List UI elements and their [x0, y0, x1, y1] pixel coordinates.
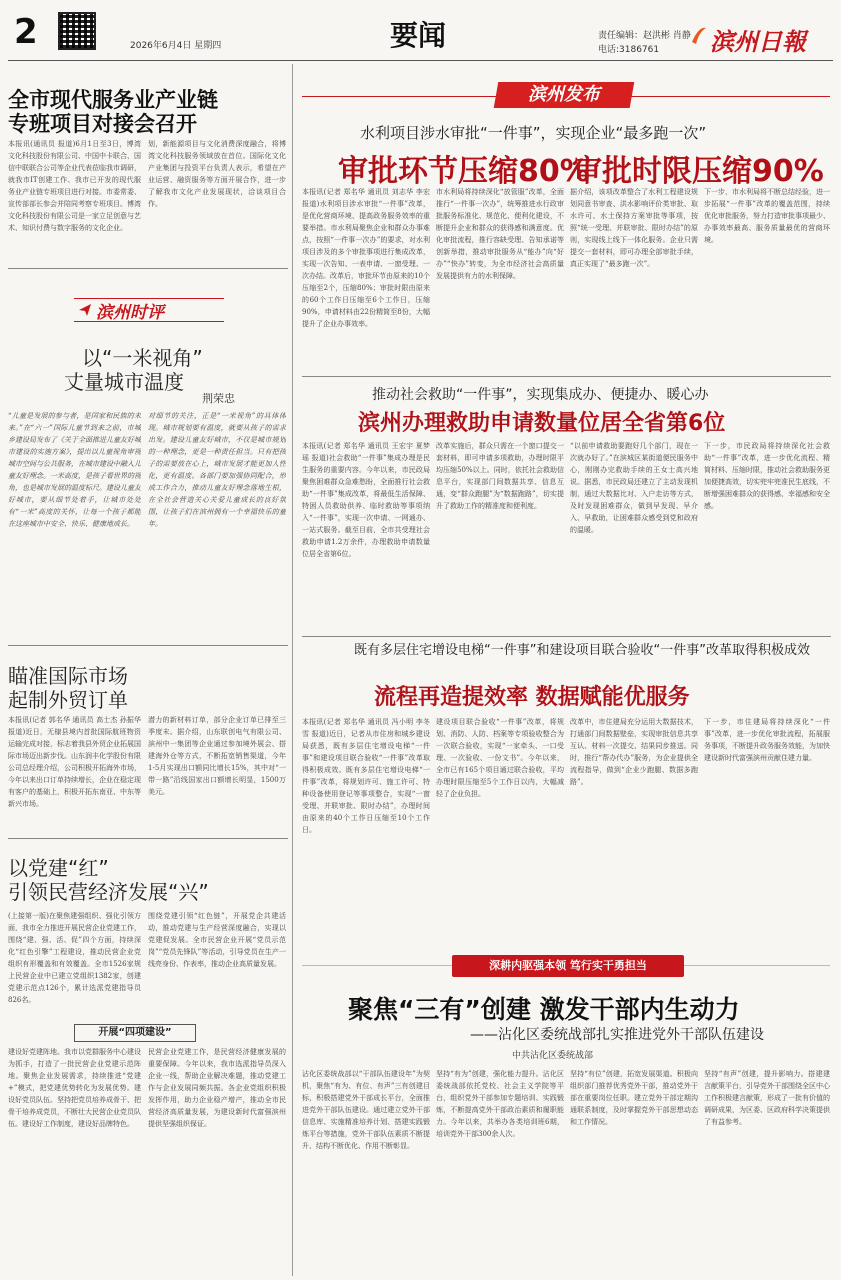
article-body: 市水利局将持续深化“放管服”改革，全面推行“一件事一次办”，统筹推进水行政审批服务标准化、规范化、便利化建设，不断提升企业和群众的获得感和满意度。优化审批流程，推行容缺受理、告知承诺等创新举措，推动审批服务从“能办”向“好办”“快办”转变，为全市经济社会高质量发展提供有力的水利保障。 — [436, 188, 564, 280]
article-title: 以党建“红” — [8, 856, 109, 880]
article-body: 本报讯(记者 郭名华 通讯员 高士杰 孙振华 报道)近日，无棣县境内首批国际航班物资运输完成对接，标志着我县外贸企业拓展国际市场迈出新步伐。山东润丰化学股份有限公司总经理介绍，公司积极开拓海外市场，今年以来出口订单持续增长，企业在稳定现有客户的基础上，积极开拓东南亚、中东等新兴市场。 — [8, 716, 141, 808]
article-body: 改革实施后，群众只需在一个窗口提交一套材料，即可申请多项救助，办理时限平均压缩50%以上。同时，依托社会救助信息平台，实现部门间数据共享、信息互通，变“群众跑腿”为“数据跑路”，切实提升了救助工作的精准度和便利度。 — [436, 442, 564, 510]
phone-line: 电话:3186761 — [598, 45, 660, 55]
commentary-label: 滨州时评 — [96, 303, 164, 323]
qr-code — [58, 12, 96, 50]
masthead-rule — [8, 60, 833, 61]
section-rule — [8, 645, 288, 646]
article-body: 下一步，市民政局将持续深化社会救助“一件事”改革，进一步优化流程、精简材料、压缩时限，推动社会救助服务更加便捷高效，切实兜牢兜准民生底线，不断增强困难群众的获得感、幸福感和安全感。 — [704, 442, 830, 510]
article-body: 民营企业党建工作，是民营经济健康发展的重要保障。今年以来，我市选派指导员深入企业一线，帮助企业解决难题，推动党建工作与企业发展同频共振。各企业党组织积极发挥作用，助力企业稳产增产，推动全市民营经济高质量发展，为建设新时代富强滨州提供坚强组织保证。 — [148, 1048, 286, 1128]
section-rule — [302, 636, 831, 637]
commentary-author: 荆荣忠 — [202, 392, 235, 405]
sub-heading-box: 开展“四项建设” — [74, 1024, 196, 1042]
commentary-title: 丈量城市温度 — [64, 370, 184, 394]
article-title: 引领民营经济发展“兴” — [8, 880, 209, 904]
ribbon-title: 深耕内驱强本领 笃行实干勇担当 — [489, 959, 647, 972]
section-rule — [302, 376, 831, 377]
commentary-body: 对细节的关注，正是“一米视角”的具体体现。城市规划要有温度，就要从孩子的需求出发。建设儿童友好城市，不仅是城市规划的一种理念，更是一种责任担当。只有把孩子的需要放在心上，城市发展才能更加人性化，更有温度。各部门要加强协同配合，形成工作合力，推动儿童友好理念落地生根，在全社会营造关心关爱儿童成长的良好氛围，让孩子们在滨州拥有一个幸福快乐的童年。 — [148, 412, 286, 528]
section-title: 要闻 — [390, 19, 447, 52]
section-rule — [8, 268, 288, 269]
article-body: 坚持“有声”创建，提升影响力。搭建建言献策平台，引导党外干部围绕全区中心工作积极建言献策，形成了一批有价值的调研成果，为区委、区政府科学决策提供了有益参考。 — [704, 1070, 830, 1126]
headline: 滨州办理救助申请数量位居全省第6位 — [358, 411, 726, 436]
article-body: 建设项目联合验收“一件事”改革，将规划、消防、人防、档案等专项验收整合为一次联合验收，实现“一家牵头、一口受理、一次验收、一份文书”。今年以来，全市已有165个项目通过联合验收，平均办理时限压缩至5个工作日以内，大幅减轻了企业负担。 — [436, 718, 564, 798]
article-kicker: 既有多层住宅增设电梯“一件事”和建设项目联合验收“一件事”改革取得积极成效 — [354, 643, 810, 658]
column-divider — [292, 64, 293, 1276]
headline: 审批环节压缩80% — [338, 154, 590, 189]
article-body: (上接第一版)在聚焦建强组织、强化引领方面，我市全力推进开展民营企业党建工作，围绕“建、强、活、促”四个方面，持续深化“红色引擎”工程建设，推动民营企业党组织有形覆盖和有效覆盖。全市1526家规上民营企业中已建立党组织1382家，创建党建示范点126个，累计选派党建指导员826名。 — [8, 912, 141, 1004]
section-rule — [8, 838, 288, 839]
article-body: 本报讯(记者 郑名华 通讯员 王宏宇 夏梦瑶 报道)社会救助“一件事”集成办理是民生服务的重要内容。今年以来，市民政局聚焦困难群众急难愁盼，全面推行社会救助“一件事”集成改革，将最低生活保障、特困人员救助供养、临时救助等事项纳入“一件事”，实现一次申请、一网通办、一站式服务。截至目前，全市共受理社会救助申请1.2万余件，办理救助申请数量位居全省第6位。 — [302, 442, 430, 558]
article-title: 全市现代服务业产业链 — [8, 88, 218, 112]
article-body: “以前申请救助要跑好几个部门，现在一次就办好了。”在滨城区某街道便民服务中心，刚刚办完救助手续的王女士高兴地说。据悉，市民政局还建立了主动发现机制，通过大数据比对、入户走访等方式，及时发现困难群众，做到早发现、早介入、早救助，让困难群众感受到党和政府的温暖。 — [570, 442, 698, 534]
article-body: 划，新能源项目与文化消费深度融合，将博湾文化科技服务领域放在首位。国际化文化产业集团与投资平台负责人表示，希望在产业运营、融资服务等方面开展合作，进一步了解我市文化产业发展现状，洽谈项目合作。 — [148, 140, 286, 208]
commentary-title: 以“一米视角” — [82, 346, 203, 370]
article-body: 坚持“有位”创建，拓宽发展渠道。积极向组织部门推荐优秀党外干部，推动党外干部在重要岗位任职。建立党外干部定期沟通联系制度，及时掌握党外干部思想动态和工作情况。 — [570, 1070, 698, 1126]
headline: 流程再造提效率 数据赋能优服务 — [374, 685, 690, 710]
article-body: 本报讯(通讯员 报道)6月1日至3日，博湾文化科技股份有限公司、中国中卡联合、国信中联联合公司等企业代表莅临我市调研，就我市IT创建工作、我市已开发的现代服务业产业链专班项目进行对接。市委常委、宣传部部长参会并陪同考察专班项目。博湾文化科技股份有限公司是一家立足创意与艺术、知识付费与数字服务的文化企业。 — [8, 140, 141, 232]
article-body: 本报讯(记者 郑名华 通讯员 冯小明 李冬雪 报道)近日，记者从市住房和城乡建设局获悉，既有多层住宅增设电梯“一件事”和建设项目联合验收“一件事”改革取得积极成效。既有多层住宅增设电梯“一件事”改革，将规划许可、施工许可、特种设备使用登记等事项整合，实现“一窗受理、并联审批、限时办结”，办理时间由原来的40个工作日压缩至10个工作日。 — [302, 718, 430, 834]
sub-headline: ——沾化区委统战部扎实推进党外干部队伍建设 — [470, 1027, 764, 1043]
banner-title: 滨州发布 — [528, 84, 600, 105]
article-title: 起制外贸订单 — [8, 688, 128, 712]
article-body: 建设好党建阵地。我市以党群服务中心建设为抓手，打造了一批民营企业党建示范阵地。聚焦企业发展需求，持续推进“党建+”模式，把党建优势转化为发展优势。建设好党员队伍。坚持把党员培养成骨干、把骨干培养成党员，不断壮大民营企业党员队伍。建设好工作制度，建设好品牌特色。 — [8, 1048, 141, 1128]
logo-swoosh-icon — [690, 24, 708, 46]
article-body: 本报讯(记者 郑名华 通讯员 刘志华 李宏 报道)水利项目涉水审批“一件事”改革，是优化营商环境、提高政务服务效率的重要举措。市水利局聚焦企业和群众办事难点，按照“一件事一次办”的要求，对水利项目涉及的多个审批事项进行集成改革，实现一次告知、一表申请、一窗受理、一次办结。改革后，审批环节由原来的10个压缩至2个，压缩80%；审批时限由原来的60个工作日压缩至6个工作日，压缩90%，申请材料由22份精简至8份，大幅提升了企业办事效率。 — [302, 188, 430, 328]
article-body: 围绕党建引领“红色链”，开展党企共建活动，推动党建与生产经营深度融合，实现以党建促发展。全市民营企业开展“党员示范岗”“党员先锋队”等活动，引导党员在生产一线亮身份、作表率，推动企业高质量发展。 — [148, 912, 286, 968]
article-body: 改革中，市住建局充分运用大数据技术，打通部门间数据壁垒，实现审批信息共享互认、材料一次提交、结果同步推送。同时，推行“帮办代办”服务，为企业提供全流程指导，做到“企业少跑腿、数据多跑路”。 — [570, 718, 698, 786]
editor-line: 责任编辑：赵洪彬 肖静 — [598, 31, 691, 41]
page-number: 2 — [14, 12, 38, 52]
commentary-body: “儿童是发展的参与者，是国家和民族的未来。”在“六一”国际儿童节到来之前，市城乡建设局发布了《关于全面推进儿童友好城市建设的实施方案》，提出以儿童视角审视城市空间与公共服务，在城市建设中融入儿童友好理念。一米高度，是孩子看世界的视角，也是城市发展的温度标尺。建设儿童友好城市，要从细节处着手，让城市处处有“一米”高度的关怀，让每一个孩子都能在这座城市中安全、快乐、健康地成长。 — [8, 412, 141, 528]
article-body: 下一步，市住建局将持续深化“一件事”改革，进一步优化审批流程，拓展服务事项，不断提升政务服务效能，为加快建设新时代富强滨州贡献住建力量。 — [704, 718, 830, 762]
paper-plane-icon — [78, 302, 92, 321]
article-body: 沾化区委统战部以“干部队伍建设年”为契机，聚焦“有为、有位、有声”三有创建目标，积极搭建党外干部成长平台，全面推进党外干部队伍建设。通过建立党外干部信息库、实施精准培养计划、搭建实践锻炼平台等措施，党外干部队伍素质不断提升、结构不断优化、作用不断彰显。 — [302, 1070, 430, 1150]
headline: 聚焦“三有”创建 激发干部内生动力 — [348, 995, 740, 1024]
article-body: 坚持“有为”创建，强化能力提升。沾化区委统战部依托党校、社会主义学院等平台，组织党外干部参加专题培训、实践锻炼，不断提高党外干部政治素质和履职能力。今年以来，共举办各类培训班6期，培训党外干部300余人次。 — [436, 1070, 564, 1138]
newspaper-logo: 滨州日報 — [710, 27, 806, 56]
article-title: 瞄准国际市场 — [8, 664, 128, 688]
article-body: 据介绍，该项改革整合了水利工程建设规划同意书审查、洪水影响评价类审批、取水许可、水土保持方案审批等事项，按照“统一受理、并联审批、限时办结”的原则，实现线上线下一体化服务。企业只需提交一套材料，即可办理全部审批手续，真正实现了“最多跑一次”。 — [570, 188, 698, 268]
article-title: 专班项目对接会召开 — [8, 112, 197, 136]
article-kicker: 推动社会救助“一件事”，实现集成办、便捷办、暖心办 — [372, 387, 709, 403]
article-body: 潜力的新材料订单，部分企业订单已排至三季度末。据介绍，山东联创电气有限公司、滨州中一集团等企业通过参加境外展会、搭建海外仓等方式，不断拓宽销售渠道，今年1-5月实现出口额同比增长15%，其中对“一带一路”沿线国家出口额增长明显，1500万美元。 — [148, 716, 286, 796]
byline: 中共沾化区委统战部 — [512, 1051, 594, 1061]
headline: 审批时限压缩90% — [572, 154, 824, 189]
article-body: 下一步，市水利局将不断总结经验，进一步拓展“一件事”改革的覆盖范围，持续优化审批服务，努力打造审批事项最少、办事效率最高、服务质量最优的营商环境。 — [704, 188, 830, 244]
article-kicker: 水利项目涉水审批“一件事”，实现企业“最多跑一次” — [360, 124, 707, 142]
date-line: 2026年6月4日 星期四 — [130, 41, 222, 51]
